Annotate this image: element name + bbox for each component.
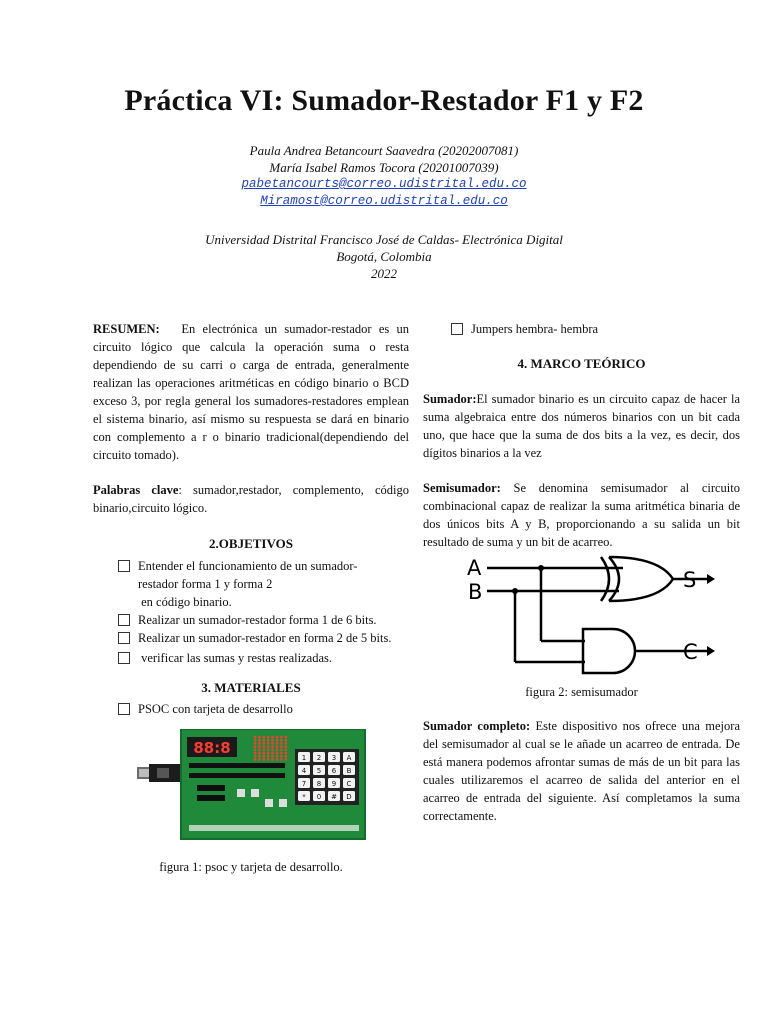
abstract-paragraph bbox=[93, 320, 409, 464]
material-item bbox=[93, 700, 409, 718]
sumador-completo-text: Este dispositivo nos ofrece una mejora del semisumador al cual se le añade un acarreo de entrada. De está manera podemos afrontar sumas de más de un bit para las cuales utilizaremos el acarreo de salida del anterior en el acarreo de entrada del siguiente. Así completamos la suma correctamente. bbox=[423, 719, 740, 823]
objectives-heading: 2.OBJETIVOS bbox=[209, 536, 293, 551]
led-dot bbox=[285, 742, 288, 745]
keypad-key-label: 8 bbox=[316, 780, 322, 788]
keywords-text: : sumador,restador, complemento, código binario,circuito lógico. bbox=[93, 483, 409, 515]
affiliation-university: Universidad Distrital Francisco José de Caldas- Electrónica Digital bbox=[205, 232, 563, 247]
left-column bbox=[93, 320, 409, 876]
led-dot bbox=[280, 739, 283, 742]
output-c-label: C bbox=[683, 640, 698, 664]
keypad-key-label: 4 bbox=[301, 767, 307, 775]
checkbox-icon[interactable] bbox=[118, 560, 130, 572]
led-dot bbox=[276, 752, 279, 755]
led-dot bbox=[280, 736, 283, 739]
led-dot bbox=[258, 745, 261, 748]
led-dot bbox=[254, 758, 257, 761]
led-dot bbox=[276, 749, 279, 752]
objective-item bbox=[93, 611, 409, 629]
led-dot bbox=[267, 739, 270, 742]
led-dot bbox=[280, 749, 283, 752]
objective-text: Entender el funcionamiento de un sumador-restador forma 1 y forma 2 bbox=[138, 559, 358, 591]
led-dot bbox=[267, 758, 270, 761]
led-dot bbox=[276, 742, 279, 745]
led-dot bbox=[280, 758, 283, 761]
semisumador-paragraph bbox=[423, 479, 740, 551]
right-column bbox=[423, 320, 740, 825]
led-dot bbox=[263, 755, 266, 758]
led-dot bbox=[285, 758, 288, 761]
author-name: Paula Andrea Betancourt Saavedra (20202007081) bbox=[249, 143, 519, 158]
materials-heading: 3. MATERIALES bbox=[201, 680, 301, 695]
objective-text: Realizar un sumador-restador forma 1 de 6 bits. bbox=[138, 613, 377, 627]
led-dot bbox=[285, 749, 288, 752]
abstract-label: RESUMEN: bbox=[93, 322, 160, 336]
led-dot bbox=[267, 745, 270, 748]
led-dot bbox=[254, 739, 257, 742]
led-dot bbox=[258, 752, 261, 755]
led-dot bbox=[285, 736, 288, 739]
objective-item bbox=[93, 649, 409, 667]
sumador-text: El sumador binario es un circuito capaz de hacer la suma algebraica entre dos números binarios con un bit cada uno, que hace que la suma de dos bits a la vez, es decir, dos dígitos binarios a la vez bbox=[423, 392, 740, 460]
led-dot bbox=[258, 758, 261, 761]
keywords-paragraph bbox=[93, 481, 409, 517]
output-s-label: S bbox=[683, 568, 697, 592]
abstract-text: En electrónica un sumador-restador es un circuito lógico que calcula la operación suma o resta dependiendo de su carri o carga de entrada, generalmente realizan las operaciones aritméticas en código binario o BCD exceso 3, por regla general los sumadores-restadores emplean el sistema binario, así mismo su respuesta se dará en binario con complemento a r o binario tradicional(dependiendo del circuito tomado). bbox=[93, 322, 410, 462]
display-digits: 88:8 bbox=[193, 739, 231, 757]
keypad-key-label: * bbox=[302, 793, 306, 801]
led-dot bbox=[276, 739, 279, 742]
keypad-key-label: 0 bbox=[316, 793, 322, 801]
checkbox-icon[interactable] bbox=[451, 323, 463, 335]
led-dot bbox=[280, 742, 283, 745]
led-dot bbox=[276, 758, 279, 761]
led-dot bbox=[263, 736, 266, 739]
material-text: Jumpers hembra- hembra bbox=[471, 322, 599, 336]
led-dot bbox=[254, 745, 257, 748]
keypad-key-label: C bbox=[346, 780, 352, 788]
sumador-completo-paragraph bbox=[423, 717, 740, 825]
keypad-key-label: 9 bbox=[331, 780, 337, 788]
and-gate bbox=[583, 629, 635, 673]
author-email-link[interactable]: pabetancourts@correo.udistrital.edu.co bbox=[241, 177, 527, 191]
led-dot bbox=[280, 752, 283, 755]
led-dot bbox=[285, 745, 288, 748]
keypad-key-label: A bbox=[346, 754, 352, 762]
keypad-key-label: B bbox=[346, 767, 352, 775]
keypad-key-label: 6 bbox=[331, 767, 337, 775]
led-dot bbox=[258, 749, 261, 752]
led-dot bbox=[276, 736, 279, 739]
led-dot bbox=[285, 752, 288, 755]
keywords-label: Palabras clave bbox=[93, 483, 179, 497]
led-dot bbox=[271, 749, 274, 752]
objective-text: en código binario. bbox=[138, 595, 232, 609]
led-dot bbox=[267, 755, 270, 758]
objective-text: verificar las sumas y restas realizadas. bbox=[138, 651, 333, 665]
led-dot bbox=[263, 758, 266, 761]
led-dot bbox=[271, 755, 274, 758]
keypad-key-label: 2 bbox=[316, 754, 322, 762]
affiliation-block bbox=[0, 231, 768, 282]
figure-1-caption: figura 1: psoc y tarjeta de desarrollo. bbox=[159, 860, 343, 874]
checkbox-icon[interactable] bbox=[118, 703, 130, 715]
led-dot bbox=[276, 745, 279, 748]
author-block bbox=[0, 142, 768, 210]
led-dot bbox=[267, 749, 270, 752]
led-dot bbox=[263, 749, 266, 752]
keypad-key-label: 3 bbox=[331, 754, 337, 762]
sumador-completo-label: Sumador completo: bbox=[423, 719, 531, 733]
psoc-board-figure bbox=[137, 729, 377, 844]
led-dot bbox=[258, 739, 261, 742]
checkbox-icon[interactable] bbox=[118, 652, 130, 664]
led-dot bbox=[271, 745, 274, 748]
led-dot bbox=[263, 745, 266, 748]
led-dot bbox=[280, 755, 283, 758]
material-item bbox=[423, 320, 740, 338]
led-dot bbox=[271, 736, 274, 739]
author-name: María Isabel Ramos Tocora (20201007039) bbox=[269, 160, 499, 175]
sumador-paragraph bbox=[423, 390, 740, 462]
keypad-key-label: 1 bbox=[301, 754, 307, 762]
paper-title: Práctica VI: Sumador-Restador F1 y F2 bbox=[124, 84, 644, 117]
objective-item bbox=[93, 629, 409, 647]
led-dot bbox=[254, 736, 257, 739]
led-dot bbox=[271, 742, 274, 745]
led-dot bbox=[258, 755, 261, 758]
keypad-key-label: 7 bbox=[301, 780, 307, 788]
material-text: PSOC con tarjeta de desarrollo bbox=[138, 702, 293, 716]
checkbox-icon[interactable] bbox=[118, 632, 130, 644]
led-dot bbox=[276, 755, 279, 758]
theory-heading: 4. MARCO TEÓRICO bbox=[517, 356, 646, 371]
led-dot bbox=[254, 749, 257, 752]
led-dot bbox=[258, 736, 261, 739]
half-adder-diagram bbox=[423, 555, 740, 675]
checkbox-icon[interactable] bbox=[118, 614, 130, 626]
led-dot bbox=[271, 752, 274, 755]
input-a-label: A bbox=[467, 556, 482, 580]
keypad-key-label: # bbox=[331, 793, 337, 801]
sumador-label: Sumador: bbox=[423, 392, 477, 406]
led-dot bbox=[267, 742, 270, 745]
led-dot bbox=[263, 752, 266, 755]
led-dot bbox=[271, 739, 274, 742]
author-email-link[interactable]: Miramost@correo.udistrital.edu.co bbox=[260, 194, 508, 208]
led-dot bbox=[263, 739, 266, 742]
objective-item bbox=[93, 557, 409, 611]
affiliation-year: 2022 bbox=[371, 266, 397, 281]
led-dot bbox=[258, 742, 261, 745]
led-dot bbox=[263, 742, 266, 745]
objective-text: Realizar un sumador-restador en forma 2 de 5 bits. bbox=[138, 631, 392, 645]
led-dot bbox=[285, 755, 288, 758]
led-dot bbox=[267, 736, 270, 739]
led-dot bbox=[254, 755, 257, 758]
led-dot bbox=[254, 742, 257, 745]
input-b-label: B bbox=[468, 580, 483, 604]
keypad-key-label: D bbox=[346, 793, 352, 801]
led-dot bbox=[280, 745, 283, 748]
led-dot bbox=[254, 752, 257, 755]
figure-2-caption: figura 2: semisumador bbox=[525, 685, 638, 699]
semisumador-text: Se denomina semisumador al circuito combinacional capaz de realizar la suma aritmética binaria de dos únicos bits A y B, proporcionando a su salida un bit resultado de suma y un bit de acarreo. bbox=[423, 481, 740, 549]
led-dot bbox=[271, 758, 274, 761]
led-dot bbox=[285, 739, 288, 742]
keypad-key-label: 5 bbox=[316, 767, 322, 775]
affiliation-city: Bogotá, Colombia bbox=[336, 249, 432, 264]
led-dot bbox=[267, 752, 270, 755]
semisumador-label: Semisumador: bbox=[423, 481, 501, 495]
xor-back-curve bbox=[601, 557, 609, 601]
